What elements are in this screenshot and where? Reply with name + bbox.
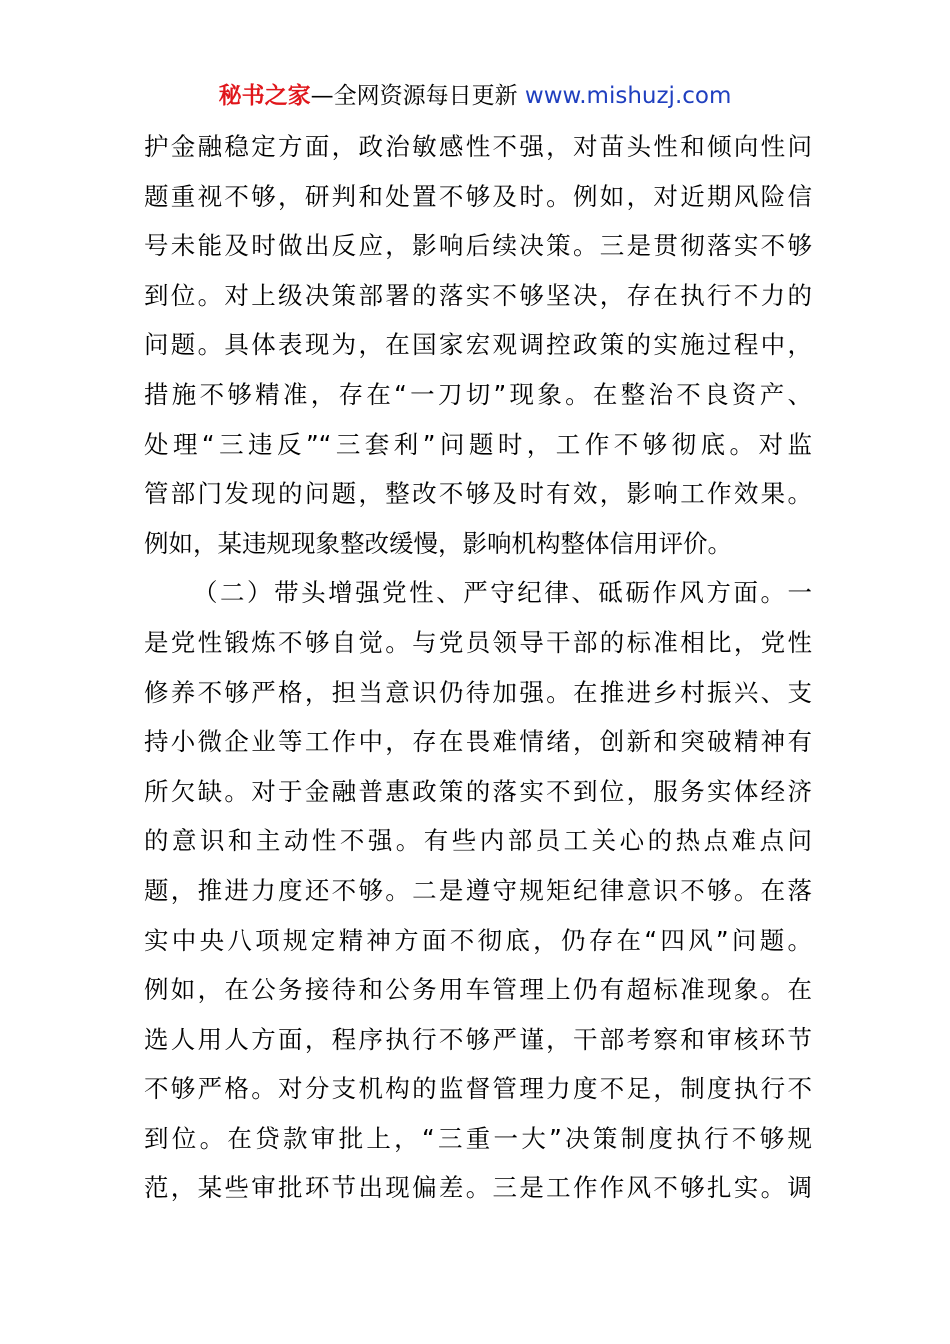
text-line: 的意识和主动性不强。有些内部员工关心的热点难点问	[144, 826, 812, 856]
text-line: 例如，在公务接待和公务用车管理上仍有超标准现象。在	[144, 975, 812, 1005]
text-line: 号未能及时做出反应，影响后续决策。三是贯彻落实不够	[144, 231, 812, 261]
text-line: 选人用人方面，程序执行不够严谨，干部考察和审核环节	[144, 1024, 812, 1054]
text-line: 实中央八项规定精神方面不彻底，仍存在“四风”问题。	[144, 925, 812, 955]
page-header	[0, 78, 950, 114]
site-url-link[interactable]: www.mishuzj.com	[524, 83, 732, 109]
text-line: 题重视不够，研判和处置不够及时。例如，对近期风险信	[144, 181, 812, 211]
text-line: 所欠缺。对于金融普惠政策的落实不到位，服务实体经济	[144, 776, 812, 806]
text-line: 护金融稳定方面，政治敏感性不强，对苗头性和倾向性问	[144, 132, 812, 161]
text-line: 修养不够严格，担当意识仍待加强。在推进乡村振兴、支	[144, 677, 812, 707]
document-body	[144, 122, 812, 1213]
text-line: 持小微企业等工作中，存在畏难情绪，创新和突破精神有	[144, 727, 812, 757]
text-line: 管部门发现的问题，整改不够及时有效，影响工作效果。	[144, 479, 812, 509]
site-tagline: —全网资源每日更新	[310, 83, 518, 109]
text-line: 题，推进力度还不够。二是遵守规矩纪律意识不够。在落	[144, 875, 812, 905]
text-line: 问题。具体表现为，在国家宏观调控政策的实施过程中，	[144, 330, 812, 360]
text-line: 处理“三违反”“三套利”问题时，工作不够彻底。对监	[144, 429, 812, 459]
text-line: 是党性锻炼不够自觉。与党员领导干部的标准相比，党性	[144, 627, 812, 657]
text-line: 到位。在贷款审批上，“三重一大”决策制度执行不够规	[144, 1123, 812, 1153]
text-line-paragraph-end: 例如，某违规现象整改缓慢，影响机构整体信用评价。	[144, 528, 732, 558]
text-line: 不够严格。对分支机构的监督管理力度不足，制度执行不	[144, 1074, 812, 1104]
site-brand: 秘书之家	[218, 83, 311, 109]
text-line: 措施不够精准，存在“一刀切”现象。在整治不良资产、	[144, 379, 812, 409]
text-line: 范，某些审批环节出现偏差。三是工作作风不够扎实。调	[144, 1173, 812, 1203]
text-line-paragraph-start: （二）带头增强党性、严守纪律、砥砺作风方面。一	[193, 578, 812, 608]
text-line: 到位。对上级决策部署的落实不够坚决，存在执行不力的	[144, 280, 812, 310]
